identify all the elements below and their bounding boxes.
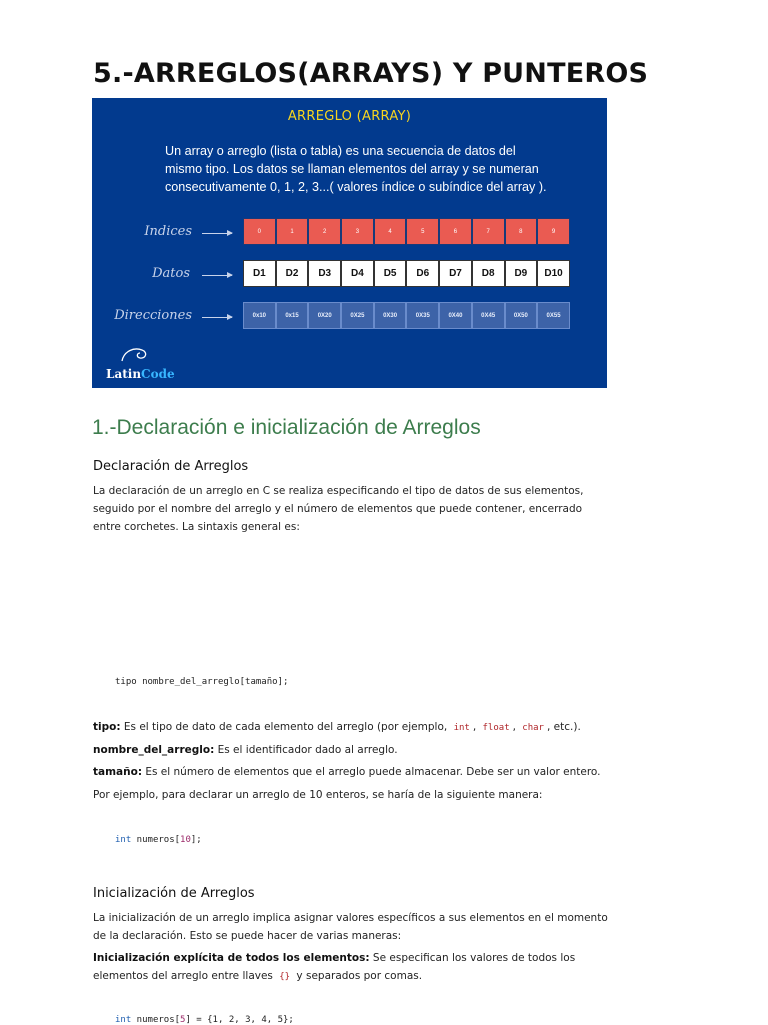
code-float: float: [482, 723, 510, 733]
array-diagram-banner: [92, 98, 607, 388]
tipo-end: , etc.).: [546, 721, 581, 733]
address-cell: 0x15: [276, 302, 309, 329]
code-number: 10: [180, 835, 191, 845]
index-cell: 1: [276, 218, 309, 245]
nombre-label: nombre_del_arreglo:: [93, 744, 215, 756]
code-keyword: int: [115, 835, 132, 845]
explicit-init-paragraph: [93, 949, 608, 986]
index-cells: [243, 218, 570, 245]
code-int: int: [453, 723, 470, 733]
address-cell: 0X20: [308, 302, 341, 329]
data-cell: D5: [374, 260, 407, 287]
code-braces: {}: [279, 972, 291, 982]
index-cell: 8: [505, 218, 538, 245]
arrow-icon: [202, 233, 232, 234]
code-keyword: int: [115, 1015, 132, 1025]
arrow-icon: [202, 275, 232, 276]
tipo-definition: tipo: Es el tipo de dato de cada elemento del arreglo (por ejemplo, int , float , char , etc.).: [93, 721, 581, 733]
data-cell: D6: [406, 260, 439, 287]
explicit-label: Inicialización explícita de todos los elementos:: [93, 952, 370, 964]
banner-desc-line: mismo tipo. Los datos se llaman elementos del array y se numeran: [165, 162, 539, 176]
address-cell: 0X50: [505, 302, 538, 329]
index-cell: 3: [341, 218, 374, 245]
data-cells: [243, 260, 570, 287]
data-cell: D3: [308, 260, 341, 287]
initialization-heading: Inicialización de Arreglos: [93, 886, 255, 901]
logo-text-latin: Latin: [106, 367, 142, 381]
tamano-definition: [93, 763, 608, 781]
address-cells: [243, 302, 570, 329]
example-paragraph: Por ejemplo, para declarar un arreglo de 10 enteros, se haría de la siguiente manera:: [93, 789, 543, 801]
tipo-text: Es el tipo de dato de cada elemento del arreglo (por ejemplo,: [120, 721, 451, 733]
banner-desc-line: Un array o arreglo (lista o tabla) es una secuencia de datos del: [165, 144, 516, 158]
nombre-text: Es el identificador dado al arreglo.: [214, 744, 398, 756]
data-cell: D8: [472, 260, 505, 287]
data-cell: D1: [243, 260, 276, 287]
data-cell: D2: [276, 260, 309, 287]
syntax-code-block: tipo nombre_del_arreglo[tamaño];: [115, 677, 289, 687]
index-cell: 6: [439, 218, 472, 245]
declaration-paragraph: La declaración de un arreglo en C se realiza especificando el tipo de datos de sus elementos, seguido por el nombre del arreglo y el número de elementos que puede contener, encerrado entre corchetes. La sintaxis general es:: [93, 485, 584, 533]
example-code-block: [115, 835, 202, 845]
address-cell: 0X55: [537, 302, 570, 329]
code-char: char: [522, 723, 544, 733]
index-cell: 7: [472, 218, 505, 245]
banner-description: [165, 142, 565, 196]
row-label-indices: Indices: [144, 224, 192, 239]
logo-text: [106, 367, 175, 381]
banner-desc-line: consecutivamente 0, 1, 2, 3...( valores índice o subíndice del array ).: [165, 180, 547, 194]
explicit-end: y separados por comas.: [293, 970, 423, 982]
address-cell: 0X35: [406, 302, 439, 329]
code-end: ];: [190, 835, 202, 845]
index-cell: 2: [308, 218, 341, 245]
address-cell: 0X25: [341, 302, 374, 329]
declaration-heading: Declaración de Arreglos: [93, 459, 249, 474]
data-cell: D10: [537, 260, 570, 287]
tipo-label: tipo:: [93, 721, 121, 733]
code-number: 5: [180, 1015, 186, 1025]
banner-title: ARREGLO (ARRAY): [287, 109, 412, 124]
tamano-text: Es el número de elementos que el arreglo puede almacenar. Debe ser un valor entero.: [142, 766, 601, 778]
data-cell: D9: [505, 260, 538, 287]
address-cell: 0X40: [439, 302, 472, 329]
address-cell: 0X30: [374, 302, 407, 329]
arrow-icon: [202, 317, 232, 318]
logo-text-code: Code: [141, 367, 175, 381]
initialization-paragraph: La inicialización de un arreglo implica asignar valores específicos a sus elementos en el momento de la declaración. Esto se puede hacer de varias maneras:: [93, 912, 608, 942]
nombre-definition: [93, 741, 608, 759]
index-cell: 5: [406, 218, 439, 245]
index-cell: 4: [374, 218, 407, 245]
page-title: 5.-ARREGLOS(ARRAYS) Y PUNTEROS: [93, 58, 649, 89]
row-label-direcciones: Direcciones: [114, 308, 192, 323]
row-label-datos: Datos: [152, 266, 190, 281]
index-cell: 0: [243, 218, 276, 245]
explicit-text: Se especifican los valores de todos los elementos del arreglo entre llaves: [93, 952, 576, 982]
address-cell: 0x10: [243, 302, 276, 329]
section-heading: 1.-Declaración e inicialización de Arreglos: [92, 416, 481, 439]
code-end: ] = {1, 2, 3, 4, 5};: [185, 1015, 294, 1025]
tamano-label: tamaño:: [93, 766, 143, 778]
address-cell: 0X45: [472, 302, 505, 329]
data-cell: D7: [439, 260, 472, 287]
swirl-logo-icon: [120, 346, 150, 362]
code-name: numeros[: [131, 835, 181, 845]
code-name: numeros[: [131, 1015, 181, 1025]
data-cell: D4: [341, 260, 374, 287]
index-cell: 9: [537, 218, 570, 245]
